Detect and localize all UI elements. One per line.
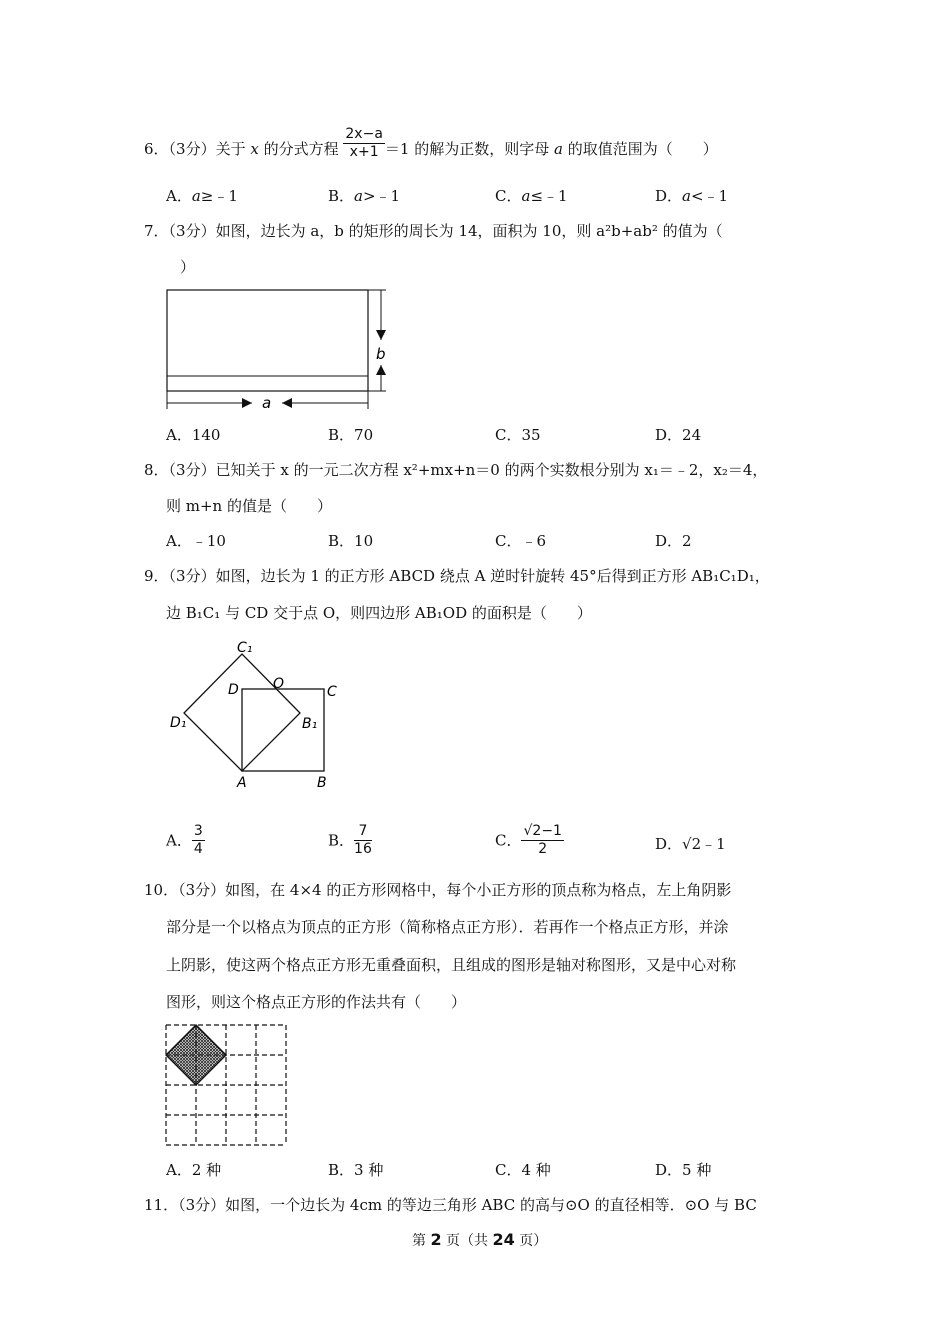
label-b1: B₁ [302,716,318,732]
q7-option-a[interactable]: A．140 [166,426,221,444]
label-c: C [327,684,337,700]
q9-option-a[interactable]: A． $\frac{3}{4}$ [166,823,203,857]
page-footer: 第 2 页（共 24 页） [412,1230,548,1249]
arrow-up-icon [376,365,386,375]
q10-option-d[interactable]: D．5 种 [655,1161,712,1179]
q6-option-d[interactable]: D．a<﹣1 [655,187,729,205]
q9-rotated-square-figure [160,632,360,797]
q6-option-a[interactable]: A．a≥﹣1 [166,187,238,205]
q8-option-c[interactable]: C．﹣6 [495,532,547,550]
label-d1: D₁ [170,715,187,731]
q8-option-a[interactable]: A．﹣10 [166,532,226,550]
q10-option-a[interactable]: A．2 种 [166,1161,222,1179]
q10-option-c[interactable]: C．4 种 [495,1161,551,1179]
label-b: B [317,775,327,791]
q7-stem-line1: 7．（3分）如图，边长为 a，b 的矩形的周长为 14，面积为 10，则 a²b+ab² 的值为（ [144,222,723,240]
label-a: A [237,775,247,791]
shaded-lattice-square [166,1025,226,1085]
q8-option-b[interactable]: B．10 [328,532,374,550]
q10-grid-figure [160,1020,292,1150]
q11-stem-line1: 11．（3分）如图，一个边长为 4cm 的等边三角形 ABC 的高与⊙O 的直径相等．⊙O 与 BC [144,1196,757,1214]
q10-option-b[interactable]: B．3 种 [328,1161,384,1179]
label-a: a [262,394,272,412]
q9-option-c[interactable]: C． $\frac{√2-1}{2}$ [495,823,562,857]
arrow-down-icon [376,330,386,340]
q8-stem-line1: 8．（3分）已知关于 x 的一元二次方程 x²+mx+n＝0 的两个实数根分别为 x₁＝﹣2，x₂＝4， [144,461,768,479]
q7-option-c[interactable]: C．35 [495,426,541,444]
q10-stem-line3: 上阴影，使这两个格点正方形无重叠面积，且组成的图形是轴对称图形，又是中心对称 [166,956,737,974]
q9-stem-line2: 边 B₁C₁ 与 CD 交于点 O，则四边形 AB₁OD 的面积是（ ） [166,604,592,622]
q7-option-d[interactable]: D．24 [655,426,702,444]
q8-option-d[interactable]: D．2 [655,532,692,550]
q6-option-c[interactable]: C．a≤﹣1 [495,187,568,205]
arrow-right-icon [242,398,252,408]
q7-rectangle-figure [160,285,400,415]
q10-stem-line1: 10．（3分）如图，在 4×4 的正方形网格中，每个小正方形的顶点称为格点，左上角阴影 [144,881,732,899]
q7-stem-line2: ） [180,258,196,276]
q6-fraction: $\frac{2x-a}{x+1}$ [345,125,383,160]
label-d: D [228,682,239,698]
q9-stem-line1: 9．（3分）如图，边长为 1 的正方形 ABCD 绕点 A 逆时针旋转 45°后得到正方形 AB₁C₁D₁， [144,567,770,585]
label-b: b [376,345,386,363]
q6-option-b[interactable]: B．a>﹣1 [328,187,401,205]
q9-option-b[interactable]: B． $\frac{7}{16}$ [328,823,372,857]
label-c1: C₁ [237,640,253,656]
label-o: O [273,676,285,692]
q7-option-b[interactable]: B．70 [328,426,374,444]
q10-stem-line2: 部分是一个以格点为顶点的正方形（简称格点正方形）．若再作一个格点正方形，并涂 [166,918,729,936]
q9-option-d[interactable]: D．√2﹣1 [655,835,726,853]
q10-stem-line4: 图形，则这个格点正方形的作法共有（ ） [166,993,467,1011]
arrow-left-icon [282,398,292,408]
q6-stem: 6．（3分）关于 x 的分式方程 $\frac{2x-a}{x+1}$ ＝1 的解为正数，则字母 a 的取值范围为（ ） [144,125,718,160]
q8-stem-line2: 则 m+n 的值是（ ） [166,497,332,515]
